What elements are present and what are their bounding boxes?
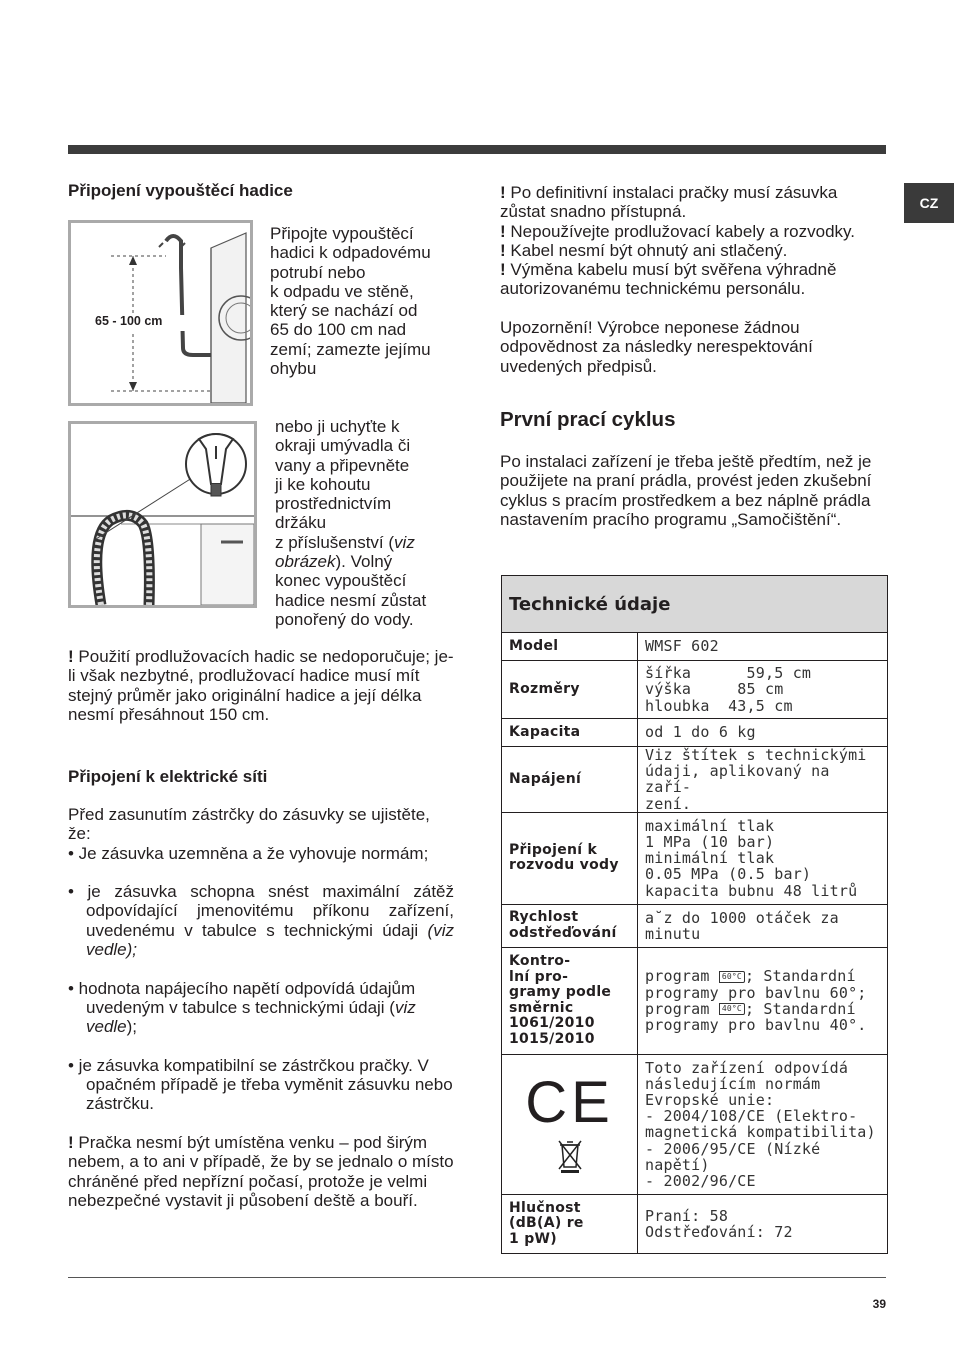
wall-drain-illustration (71, 223, 250, 403)
technical-data-table (501, 575, 888, 1254)
header-bar (68, 145, 886, 154)
warning-icon: ! (68, 1133, 74, 1153)
cotton-40-symbol-icon: 40°C (719, 1003, 745, 1015)
electrical-connection-heading: Připojení k elektrické síti (68, 767, 268, 786)
table-row: CE Toto zařízení odpovídá následujícím normám Evropské unie: - 2004/108/CE (Elektro- magnetická kompatibilita) - 2006/95/CE (Nízké napětí) - 2002/96/CE (502, 1054, 888, 1194)
table-row: Rychlost odstřeďování a˘z do 1000 otáček za minutu (502, 904, 888, 947)
warning-icon: ! (500, 240, 506, 260)
table-row: Napájení Viz štítek s technickými údaji, aplikovaný na zaří- zení. (502, 747, 888, 813)
footer-rule (68, 1277, 886, 1278)
table-row: Hlučnost (dB(A) re 1 pW) Praní: 58 Odstřeďování: 72 (502, 1194, 888, 1253)
checklist-item-voltage: • hodnota napájecího napětí odpovídá údajům uvedeným v tabulce s technickými údaji (viz vedle); (68, 978, 416, 1037)
first-wash-paragraph: Po instalaci zařízení je třeba ještě předtím, než je použijete na praní prádla, provést jeden zkušební cyklus s pracím prostředkem a bez náplně prádla nastavením pracího programu „Samočištění“. (500, 452, 872, 529)
liability-notice: Upozornění! Výrobce neponese žádnou odpovědnost za následky nerespektování uvedených předpisů. (500, 318, 813, 376)
electrical-checklist (68, 805, 454, 1210)
outdoor-warning: Pračka nesmí být umístěna venku – pod širým nebem, a to ani v případě, že by se jednalo o místo chráněné před nepřízní počasí, protože je velmi nebezpečné vystavit ji působení deště a bouří. (68, 1133, 454, 1210)
drain-hose-tub-figure (68, 421, 257, 608)
checklist-item-plug: • je zásuvka kompatibilní se zástrčkou pračky. V opačném případě je třeba vyměnit zásuvku nebo zástrčku. (68, 1055, 453, 1114)
checklist-item-grounded: • Je zásuvka uzemněna a že vyhovuje normám; (68, 843, 429, 863)
drain-hose-heading: Připojení vypouštěcí hadice (68, 181, 293, 200)
cotton-60-symbol-icon: 60°C (719, 971, 745, 983)
warning-icon: ! (68, 647, 74, 666)
table-row: Rozměry šířka 59,5 cm výška 85 cm hloubka 43,5 cm (502, 661, 888, 719)
table-title: Technické údaje (502, 576, 888, 633)
page-number: 39 (872, 1297, 886, 1311)
table-row: Připojení k rozvodu vody maximální tlak 1 MPa (10 bar) minimální tlak 0.05 MPa (0.5 bar) kapacita bubnu 48 litrů (502, 812, 888, 904)
weee-bin-icon (557, 1139, 583, 1173)
extension-hose-warning: ! Použití prodlužovacích hadic se nedoporučuje; je-li však nezbytné, prodlužovací hadice musí mít stejný průměr jako originální hadice a její délka nesmí přesáhnout 150 cm. (68, 647, 454, 724)
warning-icon: ! (500, 260, 506, 280)
drain-hose-paragraph-1: Připojte vypouštěcí hadici k odpadovému potrubí nebo k odpadu ve stěně, který se nachází od 65 do 100 cm nad zemí; zamezte jejímu ohybu (270, 224, 431, 379)
checklist-intro: Před zasunutím zástrčky do zásuvky se ujistěte, že: (68, 805, 430, 844)
first-wash-heading: První prací cyklus (500, 408, 676, 431)
tub-hook-illustration (71, 424, 254, 605)
drain-hose-wall-figure (68, 220, 253, 406)
table-row: Kontro- lní pro- gramy podle směrnic 1061/2010 1015/2010 program 60°C ; Standardní programy pro bavlnu 60°; program 40°C ; Standardní programy pro bavlnu 40°. (502, 947, 888, 1054)
warning-icon: ! (500, 221, 506, 241)
drain-hose-paragraph-2: nebo ji uchyťte k okraji umývadla či vany a připevněte ji ke kohoutu prostřednictvím držáku z příslušenství (viz obrázek). Volný konec vypouštěcí hadice nesmí zůstat ponořený do vody. (275, 417, 427, 629)
checklist-item-load: • je zásuvka schopna snést maximální zátěž odpovídající jmenovitému příkonu zařízení, uvedenému v tabulce s technickými údaji (viz vedle); (68, 882, 454, 960)
language-tab: CZ (904, 183, 954, 223)
installation-warnings: ! Po definitivní instalaci pračky musí zásuvka zůstat snadno přístupná. ! Nepoužívejte prodlužovací kabely a rozvodky. ! Kabel nesmí být ohnutý ani stlačený. ! Výměna kabelu musí být svěřena výhradně autorizovanému technickému personálu. Upozornění! Výrobce neponese žádnou odpovědnost za následky nerespektování uvedených předpisů. (500, 183, 886, 376)
height-range-label: 65 - 100 cm (95, 314, 163, 328)
table-row: Kapacita od 1 do 6 kg (502, 719, 888, 747)
ce-mark-icon: CE (525, 1070, 614, 1136)
warning-icon: ! (500, 183, 506, 202)
table-row: Model WMSF 602 (502, 633, 888, 661)
